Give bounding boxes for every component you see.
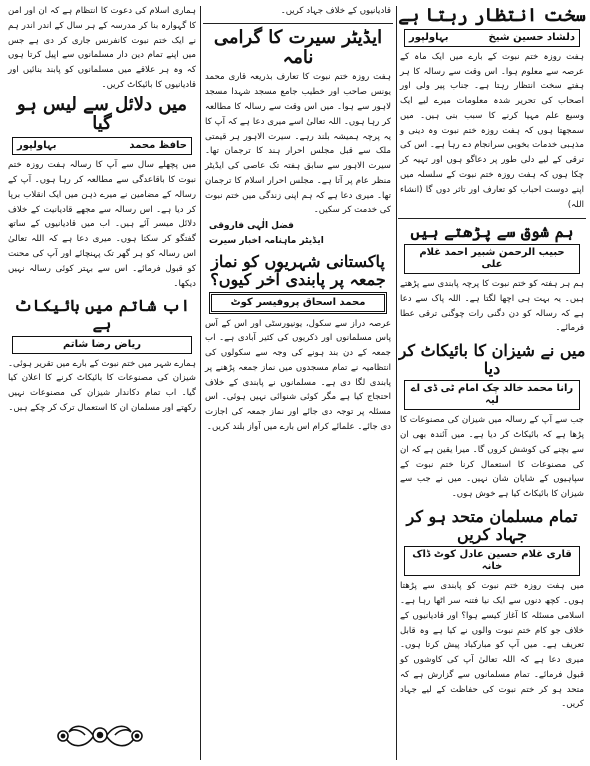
headline: ایڈیٹر سیرت کا گرامی نامہ — [213, 26, 383, 68]
byline-place: بہاولپور — [409, 31, 449, 43]
letter-body: میں پچھلے سال سے آپ کا رسالہ ہفت روزہ ختم نبوت کا باقاعدگی سے مطالعہ کر رہا ہوں۔ آپ کے رسالہ کے مضامین نے میرے ذہن میں ایک انقلاب برپا کر دیا ہے۔ اس رسالہ سے مجھے قادیانیت کے خلاف دلائل میسر آئے ہیں۔ اب میں قادیانیوں کے ساتھ گفتگو کر سکتا ہوں۔ میری دعا ہے کہ اللہ تعالیٰ اس رسالہ کو ہر گھر تک پہنچائے اور آپ کی محنت کو قبول فرمائے۔ اس سے بہتر کوئی رسالہ نہیں دیکھا۔ — [8, 160, 196, 289]
byline-box: ریاض رضا شاتم — [12, 336, 192, 354]
letter-body: ہفت روزہ ختم نبوت کے بارے میں ایک ماہ کے عرصہ سے معلوم ہوا۔ اس وقت سے رسالہ کا ہر ہفتے سخت انتظار رہتا ہے۔ جناب پیر ولی اور اصحاب کی تحریر شدہ معلومات میرے لیے ایک وسیع علم مہیا کرنے کا سبب بنی ہیں۔ میں سمجھتا ہوں کہ ہفت روزہ ختم نبوت وہ دینی و مذہبی خدمات بخوبی سرانجام دے رہا ہے۔ اس کی ترقی کے لیے دلی طور پر دعاگو ہوں اور تہیہ کر چکا ہوں کہ ہفت روزہ ختم نبوت کے سلسلہ میں اپنے دوست احباب کو تعارف اور تاثر دوں گا (انشاء اللہ) — [400, 51, 584, 210]
letter-shauq-se — [398, 223, 586, 336]
byline-name: حافظ محمد — [129, 140, 187, 152]
byline-box — [12, 137, 192, 155]
headline: اب شاتم میں بائیکاٹ ہے — [13, 296, 191, 333]
headline: پاکستانی شہریوں کو نماز جمعہ پر پابندی آخر کیوں؟ — [210, 252, 386, 289]
divider — [398, 218, 586, 219]
byline-name: دلشاد حسین شیخ — [488, 31, 575, 43]
letter-body: ہم ہر ہفتہ کو ختم نبوت کا پرچہ پابندی سے پڑھتے ہیں۔ یہ بہت ہی اچھا لگتا ہے۔ اللہ پاک سے دعا ہے کہ رسالہ کو دن دگنی رات چوگنی ترقی عطا فرمائے۔ — [400, 278, 584, 334]
letter-muttahid — [398, 508, 586, 712]
byline-box: محمد اسحاق پروفیسر کوٹ — [209, 292, 387, 314]
headline: میں دلائل سے لیس ہو گیا — [16, 93, 188, 135]
divider — [203, 23, 393, 24]
letter-editor-seerat — [203, 28, 393, 248]
letter-body: جب سے آپ کے رسالہ میں شیزان کی مصنوعات کا پڑھا ہے کہ بائیکاٹ کر دیا ہے۔ میں آئندہ بھی ان سے بچنے کی کوشش کروں گا۔ میرا یقین ہے کہ ان کی مصنوعات کا استعمال کرنا ختم نبوت کے سپاہیوں کے شایان شان نہیں۔ میں نے جب سے شیزان کا بائیکاٹ کیا ہے خوش ہوں۔ — [400, 415, 584, 500]
flower-ornament-icon — [55, 718, 145, 752]
byline-box: قاری غلام حسین عادل کوٹ ڈاک خانہ — [404, 546, 580, 576]
column-divider — [396, 6, 397, 760]
letter-shatam-boycott — [6, 297, 198, 415]
headline: ہم شوق سے پڑھتے ہیں — [410, 222, 574, 242]
byline-place: بہاولپور — [17, 140, 57, 152]
left-column — [6, 4, 198, 762]
byline-box: حبیب الرحمن شبیر احمد غلام علی — [404, 244, 580, 274]
byline-box: رانا محمد خالد چک امام ٹی ڈی اے لیہ — [404, 380, 580, 410]
signature-role: ایڈیٹر ماہنامہ اخبار سیرت — [209, 235, 324, 246]
continued-text: ہماری اسلام کی دعوت کا انتظام ہے کہ ان اور امن کا گہوارہ بنا کر مدرسہ کے ہر سال کے اندر اندر ہم نے ایک ختم نبوت کانفرنس جاری کر دی ہے جس میں اپنے تمام دین دار مسلمانوں سے اپیل کرتا ہوں کہ وہ ہر علاقے میں مسلمانوں کو پابند بنائیں اور قادیانیوں کا بائیکاٹ کریں۔ — [8, 6, 196, 90]
letter-shezan-boycott — [398, 342, 586, 502]
middle-column — [203, 4, 393, 762]
letter-namaz-juma — [203, 253, 393, 434]
headline: سخت انتظار رہتا ہے — [398, 5, 586, 26]
letter-body: عرصہ دراز سے سکول، یونیورسٹی اور اس کے آس پاس مسلمانوں اور ذکریوں کی کثیر آبادی ہے۔ اب جمعہ کے دن بند ہونے کی وجہ سے سکولوں کی انتظامیہ نے تمام مسجدوں میں نماز جمعہ پڑھنے پر پابندی لگا دی ہے۔ مسلمانوں نے پابندی کے خلاف احتجاج کیا ہے مگر کوئی شنوائی نہیں ہوئی۔ اس مسئلہ پر توجہ دی جائے اور نماز جمعہ کی اجازت دی جائے۔ علمائے کرام اس بارے میں آواز بلند کریں۔ — [205, 318, 391, 433]
letter-body: ہمارے شہر میں ختم نبوت کے بارے میں تقریر ہوئی۔ شیزان کی مصنوعات کا بائیکاٹ کرنے کا اعلان کیا گیا۔ اب تمام دکاندار شیزان کی مصنوعات نہیں رکھتے اور مسلمان ان کا استعمال ترک کر چکے ہیں۔ — [8, 358, 196, 413]
headline: میں نے شیزان کا بائیکاٹ کر دیا — [398, 341, 586, 378]
column-divider — [200, 6, 201, 760]
headline: تمام مسلمان متحد ہو کر جہاد کریں — [406, 506, 578, 544]
signature-name: فضل الٰہی فاروقی — [209, 221, 294, 232]
letter-body: میں ہفت روزہ ختم نبوت کو پابندی سے پڑھتا ہوں۔ کچھ دنوں سے ایک نیا فتنہ سر اٹھا رہا ہے۔ اسلامی مسئلہ کا آغاز کیسے ہوا؟ اور قادیانیوں کے خلاف جو کام ختم نبوت والوں نے کیا ہے وہ قابل تعریف ہے۔ میں آپ کو مبارکباد پیش کرتا ہوں۔ میری دعا ہے کہ اللہ تعالیٰ آپ کی کاوشوں کو قبول فرمائے۔ تمام مسلمانوں سے گزارش ہے کہ متحد ہو کر ختم نبوت کی حفاظت کے لیے جہاد کریں۔ — [400, 581, 584, 710]
letter-sakht-intezar — [398, 6, 586, 212]
letter-body: ہفت روزہ ختم نبوت کا تعارف بذریعہ قاری محمد یونس صاحب اور خطیب جامع مسجد شہدا مسجد لاہور سے ہوا۔ میں اس وقت سے رسالہ کا مطالعہ کر رہا ہوں۔ اللہ تعالیٰ اسے میری دعا ہے کہ آپ کا یہ پرچہ ہمیشہ بلند رہے۔ سیرت الاہور ہر قیمتی ملک سے قبل مجلس احرار ہند کا ترجمان تھا۔ سیرت الاہور سے سابق ہفتہ تک عاصی کی ایڈیٹر منظر عام پر آتا ہے۔ مجلس احرار اسلام کا ترجمان تھا۔ میری دعا ہے کہ ہم اپنی زندگی میں ختم نبوت کی خدمت کر سکیں۔ — [205, 72, 391, 216]
continued-text: قادیانیوں کے خلاف جہاد کریں۔ — [280, 6, 391, 16]
byline-box — [404, 29, 580, 47]
letter-dalail — [6, 95, 198, 292]
right-column — [398, 4, 586, 762]
